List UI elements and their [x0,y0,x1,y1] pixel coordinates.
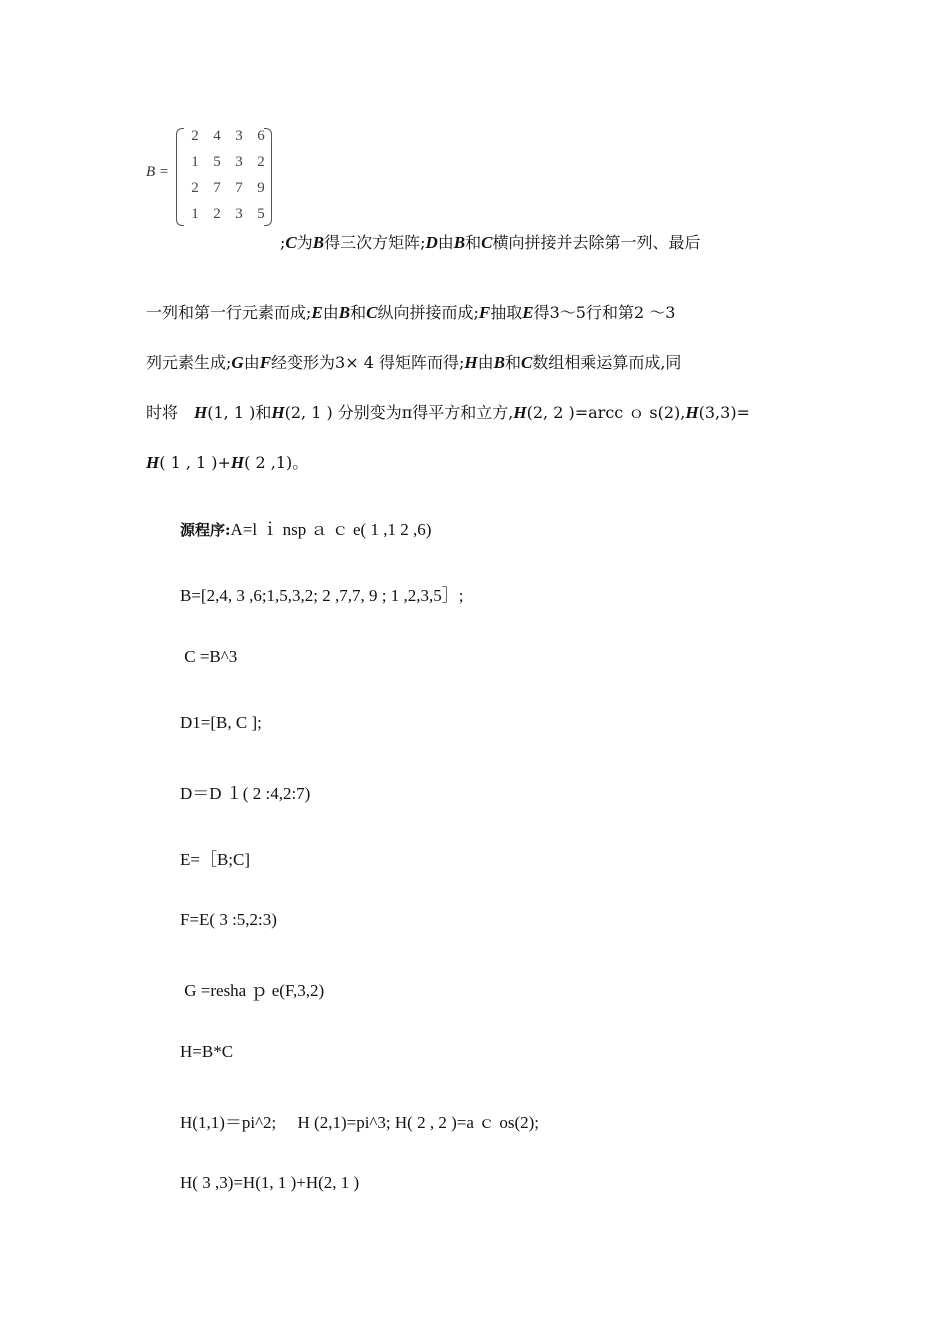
code-line: D＝D １( 2 :4,2:7) [180,784,311,803]
code-line: C =B^3 [180,647,238,666]
var-C: C [285,233,297,252]
matrix-cell: 3 [235,206,243,222]
matrix-cell: 9 [257,180,265,196]
text-run: 列元素生成; [146,353,232,372]
matrix-row [184,180,272,197]
code-line: F=E( 3 :5,2:3) [180,910,277,929]
code-text: A=l ｉ nsp ａ ｃ e( 1 ,1 2 ,6) [230,520,432,539]
matrix-cell: 4 [213,128,221,144]
var-B: B [453,233,466,252]
code-line: D1=[B, C ]; [180,713,262,732]
matrix-cell: 3 [235,128,243,144]
text-run: 一列和第一行元素而成; [146,303,312,322]
text-run: ( 1 , 1 )+ [159,453,231,472]
matrix-grid [176,126,272,226]
code-line: H( 3 ,3)=H(1, 1 )+H(2, 1 ) [180,1173,360,1192]
matrix-left-bracket [176,128,184,226]
matrix-cell: 3 [235,154,243,170]
var-C: C [521,353,533,372]
code-line: B=[2,4, 3 ,6;1,5,3,2; 2 ,7,7, 9 ; 1 ,2,3,5］; [180,586,464,605]
var-B: B [493,353,505,372]
text-run: 和 [504,353,521,372]
matrix-cell: 1 [191,154,199,170]
text-run: 得三次方矩阵; [324,233,426,252]
text-run: 经变形为3× 4 得矩阵而得; [271,353,465,372]
matrix-cell: 2 [191,180,199,196]
matrix-cell: 2 [191,128,199,144]
text-run: 由 [322,303,339,322]
description-line-5 [146,450,308,473]
text-run: ( 2 ,1)。 [244,453,309,472]
text-run: 时将 [146,403,195,422]
description-line-4 [146,400,750,423]
code-line: H(1,1)＝pi^2; H (2,1)=pi^3; H( 2 , 2 )=a ｃ os(2); [180,1113,540,1132]
var-G: G [231,353,244,372]
text-run: 横向拼接并去除第一列、最后 [492,233,701,252]
var-B: B [312,233,325,252]
text-run: 数组相乘运算而成,同 [532,353,682,372]
description-line-2 [146,300,675,323]
matrix-cell: 2 [257,154,265,170]
text-run: 为 [296,233,313,252]
matrix-cell: 5 [213,154,221,170]
code-line: H=B*C [180,1042,234,1061]
var-H: H [230,453,245,472]
text-run: 由 [437,233,454,252]
matrix-lhs: B = [146,164,170,180]
var-C: C [366,303,378,322]
matrix-cell: 2 [213,206,221,222]
text-run: (3,3)= [698,403,750,422]
text-run: 抽取 [490,303,523,322]
code-line-first [180,515,431,540]
text-run: ; [280,233,286,252]
var-B: B [338,303,351,322]
text-run: 纵向拼接而成; [377,303,479,322]
matrix-cell: 7 [235,180,243,196]
var-F: F [259,353,272,372]
var-F: F [478,303,491,322]
var-H: H [271,403,285,422]
var-C: C [481,233,493,252]
source-label: 源程序: [180,521,231,539]
text-run: (1, 1 )和 [207,403,272,422]
description-line-3 [146,350,681,373]
matrix-cell: 1 [191,206,199,222]
text-run: 和 [465,233,482,252]
matrix-cell: 7 [213,180,221,196]
text-run: 由 [243,353,260,372]
text-run: (2, 1 ) 分别变为π得平方和立方, [284,403,514,422]
var-H: H [194,403,208,422]
text-run: (2, 2 )=arcc ｏ s(2), [526,403,686,422]
matrix-cell: 5 [257,206,265,222]
var-H: H [513,403,527,422]
matrix-row [184,206,272,223]
var-E: E [522,303,534,322]
matrix-cell: 6 [257,128,265,144]
var-H: H [146,453,160,472]
var-E: E [311,303,323,322]
text-run: 和 [350,303,367,322]
matrix-row [184,154,272,171]
var-D: D [425,233,438,252]
text-run: 得3～5行和第2 ～3 [533,303,676,322]
var-H: H [685,403,699,422]
matrix-row [184,128,272,145]
var-H: H [464,353,478,372]
description-line-1 [280,230,701,253]
code-line: G =resha ｐ e(F,3,2) [180,981,325,1000]
code-line: E=［B;C] [180,850,251,869]
text-run: 由 [477,353,494,372]
